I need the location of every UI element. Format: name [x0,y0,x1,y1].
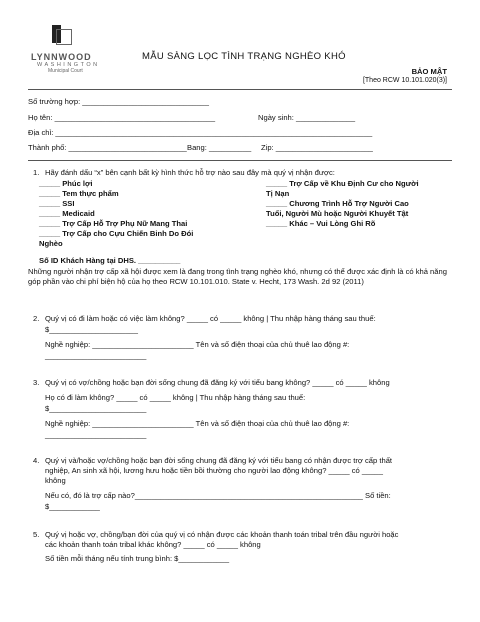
divider-mid [28,160,452,161]
q1-option-food-stamps[interactable]: _____ Tem thực phẩm [39,189,119,198]
q1-option-veterans-cont: Nghèo [39,239,63,248]
q4-line2[interactable]: nghiệp, An sinh xã hội, lương hưu hoặc tiền bồi thường cho người lao động không? _____ có _____ [45,466,383,475]
q1-option-refugee[interactable]: _____ Trợ Cấp về Khu Định Cư cho Người [266,179,419,188]
q3-line4[interactable]: Nghề nghiệp: ________________________ Tên và số điện thoại của chủ thuê lao động #: [45,419,350,428]
q5-line2[interactable]: các khoản thanh toán tribal khác không? _____ có _____ không [45,540,261,549]
zip-field[interactable]: Zip: _______________________ [261,143,373,152]
q1-option-pregnant-women[interactable]: _____ Trợ Cấp Hỗ Trợ Phụ Nữ Mang Thai [39,219,188,228]
q1-dhs-id[interactable]: Số ID Khách Hàng tại DHS. __________ [39,256,181,265]
q3-line5[interactable]: ________________________ [45,430,147,439]
q2-number: 2. [33,314,40,323]
state-field[interactable]: Bang: __________ [187,143,252,152]
q1-option-elderly-cont: Tuổi, Người Mù hoặc Người Khuyết Tật [266,209,409,218]
q3-line3[interactable]: $_______________________ [45,404,147,413]
q1-note: Những người nhận trợ cấp xã hội được xem là đang trong tình trạng nghèo khó, nhưng có thể được xác định là có khả năng góp phần vào chi phí biện hộ của họ theo RCW 10.101.010. State v. Hecht, 173 Wash. 2d 92 (2011) [28,267,447,286]
court-logo-icon [52,25,72,47]
logo-subtitle: WASHINGTON [37,62,100,68]
q4-line1: Quý vị và/hoặc vợ/chồng hoặc bạn đời sống chung đã đăng ký với tiểu bang có nhận được trợ cấp thất [45,456,393,465]
address-field[interactable]: Địa chỉ: ___________________________________________________________________________ [28,128,373,137]
logo-name: LYNNWOOD [31,52,92,62]
rcw-reference: [Theo RCW 10.101.020(3)] [362,77,447,84]
q2-line2[interactable]: $_____________________ [45,325,138,334]
q1-option-veterans[interactable]: _____ Trợ Cấp cho Cựu Chiến Binh Do Đói [39,229,194,238]
confidential-label: BẢO MẬT [411,67,447,76]
name-field[interactable]: Họ tên: ______________________________________ [28,113,216,122]
q1-option-elderly[interactable]: _____ Chương Trình Hỗ Trợ Người Cao [266,199,409,208]
q1-option-welfare[interactable]: _____ Phúc lợi [39,179,93,188]
q4-line3: không [45,476,66,485]
q5-number: 5. [33,530,40,539]
q1-option-ssi[interactable]: _____ SSI [39,199,75,208]
q2-line1[interactable]: Quý vị có đi làm hoặc có việc làm không? _____ có _____ không | Thu nhập hàng tháng sau thuế: [45,314,376,323]
q1-option-refugee-cont: Tị Nạn [266,189,290,198]
q5-line3[interactable]: Số tiền mỗi tháng nếu tính trung bình: $____________ [45,554,230,563]
q3-line2[interactable]: Họ có đi làm không? _____ có _____ không | Thu nhập hàng tháng sau thuế: [45,393,306,402]
city-field[interactable]: Thành phố: ____________________________ [28,143,187,152]
q4-number: 4. [33,456,40,465]
q3-line1[interactable]: Quý vị có vợ/chồng hoặc bạn đời sống chung đã đăng ký với tiểu bang không? _____ có _____ không [45,378,390,387]
dob-field[interactable]: Ngày sinh: ______________ [258,113,356,122]
divider-top [28,89,452,90]
page-title: MẪU SÀNG LỌC TÌNH TRẠNG NGHÈO KHÓ [142,51,346,62]
q4-line5[interactable]: $____________ [45,502,100,511]
q2-line3[interactable]: Nghề nghiệp: ________________________ Tên và số điện thoại của chủ thuê lao động #: [45,340,350,349]
q3-number: 3. [33,378,40,387]
logo-court: Municipal Court [48,68,83,74]
q1-prompt: Hãy đánh dấu “x” bên cạnh bất kỳ hình thức hỗ trợ nào sau đây mà quý vị nhận được: [45,168,335,177]
case-number-field[interactable]: Số trường hợp: ______________________________ [28,97,210,106]
q1-number: 1. [33,168,40,177]
q1-option-medicaid[interactable]: _____ Medicaid [39,209,95,218]
q1-option-other[interactable]: _____ Khác – Vui Lòng Ghi Rõ [266,219,376,228]
q2-line4[interactable]: ________________________ [45,351,147,360]
q4-line4[interactable]: Nếu có, đó là trợ cấp nào?______________________________________________________ Số tiền: [45,491,391,500]
q5-line1: Quý vị hoặc vợ, chồng/bạn đời của quý vị có nhận được các khoản thanh toán tribal trên đầu người hoặc [45,530,399,539]
